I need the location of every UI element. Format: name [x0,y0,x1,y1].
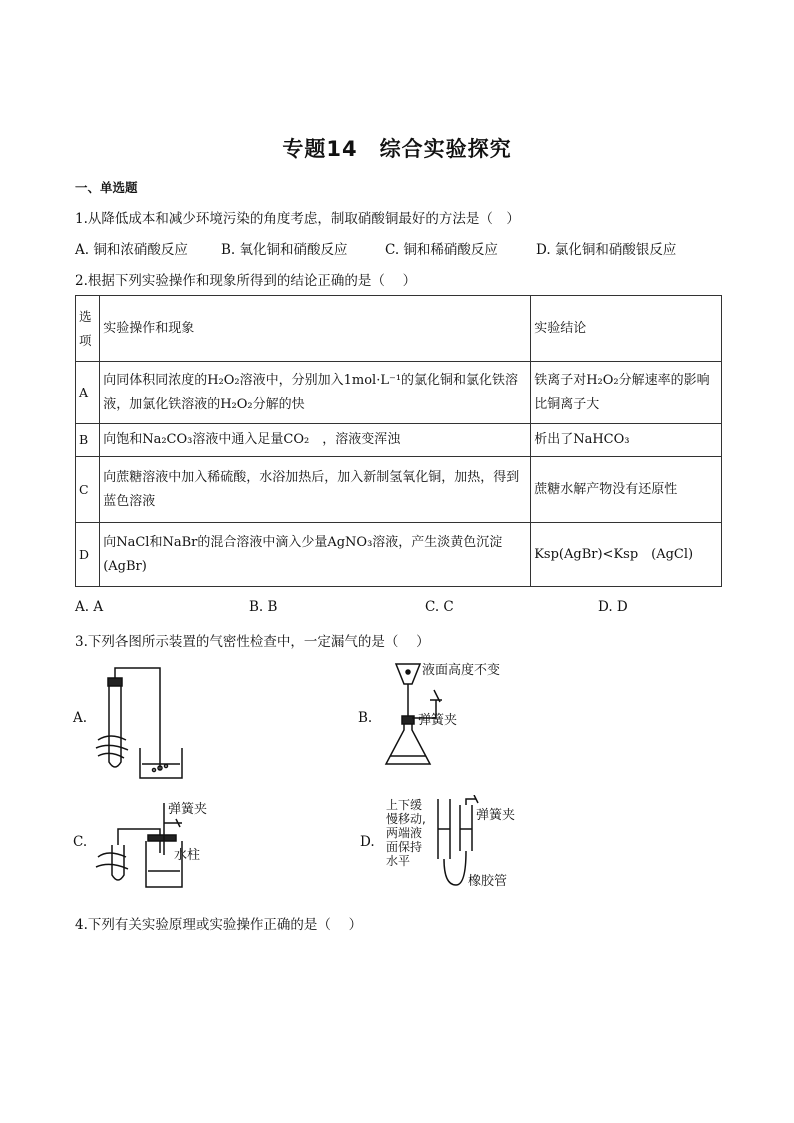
row-c-option: C [76,457,100,523]
row-b-option: B [76,424,100,457]
figure-c-water-label: 水柱 [174,848,201,863]
figure-d-apparatus [380,795,540,890]
row-c-operation: 向蔗糖溶液中加入稀硫酸，水浴加热后，加入新制氢氧化铜，加热，得到蓝色溶液 [100,457,531,523]
header-option-text: 选项 [79,308,92,348]
figure-d-left-line2: 慢移动, [386,812,426,826]
figure-b-label: B. [358,710,373,726]
question-3-stem: 3.下列各图所示装置的气密性检查中，一定漏气的是（ ） [75,634,430,650]
row-b-conclusion: 析出了NaHCO₃ [531,424,722,457]
table-header-row [76,296,722,362]
header-option [76,296,100,362]
q2-option-a: A. A [75,599,104,615]
row-c-conclusion: 蔗糖水解产物没有还原性 [531,457,722,523]
q2-table [75,295,722,587]
table-row [76,424,722,457]
row-a-option: A [76,362,100,424]
figure-d-left-line5: 水平 [386,854,411,868]
table-row [76,457,722,523]
row-a-operation: 向同体积同浓度的H₂O₂溶液中，分别加入1mol·L⁻¹的氯化铜和氯化铁溶液，加氯化铁溶液的H₂O₂分解的快 [100,362,531,424]
figure-d-left-line3: 两端液 [386,826,423,840]
q2-option-d: D. D [598,599,628,615]
row-b-operation: 向饱和Na₂CO₃溶液中通入足量CO₂ ，溶液变浑浊 [100,424,531,457]
header-operation: 实验操作和现象 [100,296,531,362]
figure-d-clip-label: 弹簧夹 [476,808,516,823]
row-d-option: D [76,523,100,587]
question-4-stem: 4.下列有关实验原理或实验操作正确的是（ ） [75,917,363,933]
question-2-stem: 2.根据下列实验操作和现象所得到的结论正确的是（ ） [75,273,417,289]
row-a-conclusion: 铁离子对H₂O₂分解速率的影响比铜离子大 [531,362,722,424]
figure-a-label: A. [73,710,88,726]
table-row [76,362,722,424]
row-d-conclusion: Ksp(AgBr)<Ksp (AgCl) [531,523,722,587]
header-conclusion: 实验结论 [531,296,722,362]
figure-a-apparatus [90,660,200,780]
figure-d-label: D. [360,834,375,850]
figure-b-apparatus [380,660,520,775]
q1-option-c: C. 铜和稀硝酸反应 [385,242,498,258]
figure-d-left-line1: 上下缓 [386,798,423,812]
figure-d-tube-label: 橡胶管 [468,874,508,889]
figure-c-label: C. [73,834,88,850]
table-row [76,523,722,587]
figure-c-clip-label: 弹簧夹 [168,802,208,817]
page-title: 专题14 综合实验探究 [282,137,512,161]
q2-option-c: C. C [425,599,454,615]
q1-option-a: A. 铜和浓硝酸反应 [75,242,188,258]
figure-b-clip-label: 弹簧夹 [418,713,458,728]
section-heading: 一、单选题 [75,180,138,195]
q1-option-d: D. 氯化铜和硝酸银反应 [536,242,677,258]
row-d-operation: 向NaCl和NaBr的混合溶液中滴入少量AgNO₃溶液，产生淡黄色沉淀(AgBr) [100,523,531,587]
question-1-stem: 1.从降低成本和减少环境污染的角度考虑，制取硝酸铜最好的方法是（ ） [75,211,520,227]
figure-c-apparatus [90,795,230,890]
q1-option-b: B. 氧化铜和硝酸反应 [221,242,348,258]
figure-b-top-label: 液面高度不变 [422,663,501,678]
q2-option-b: B. B [249,599,278,615]
figure-d-left-line4: 面保持 [386,840,423,854]
